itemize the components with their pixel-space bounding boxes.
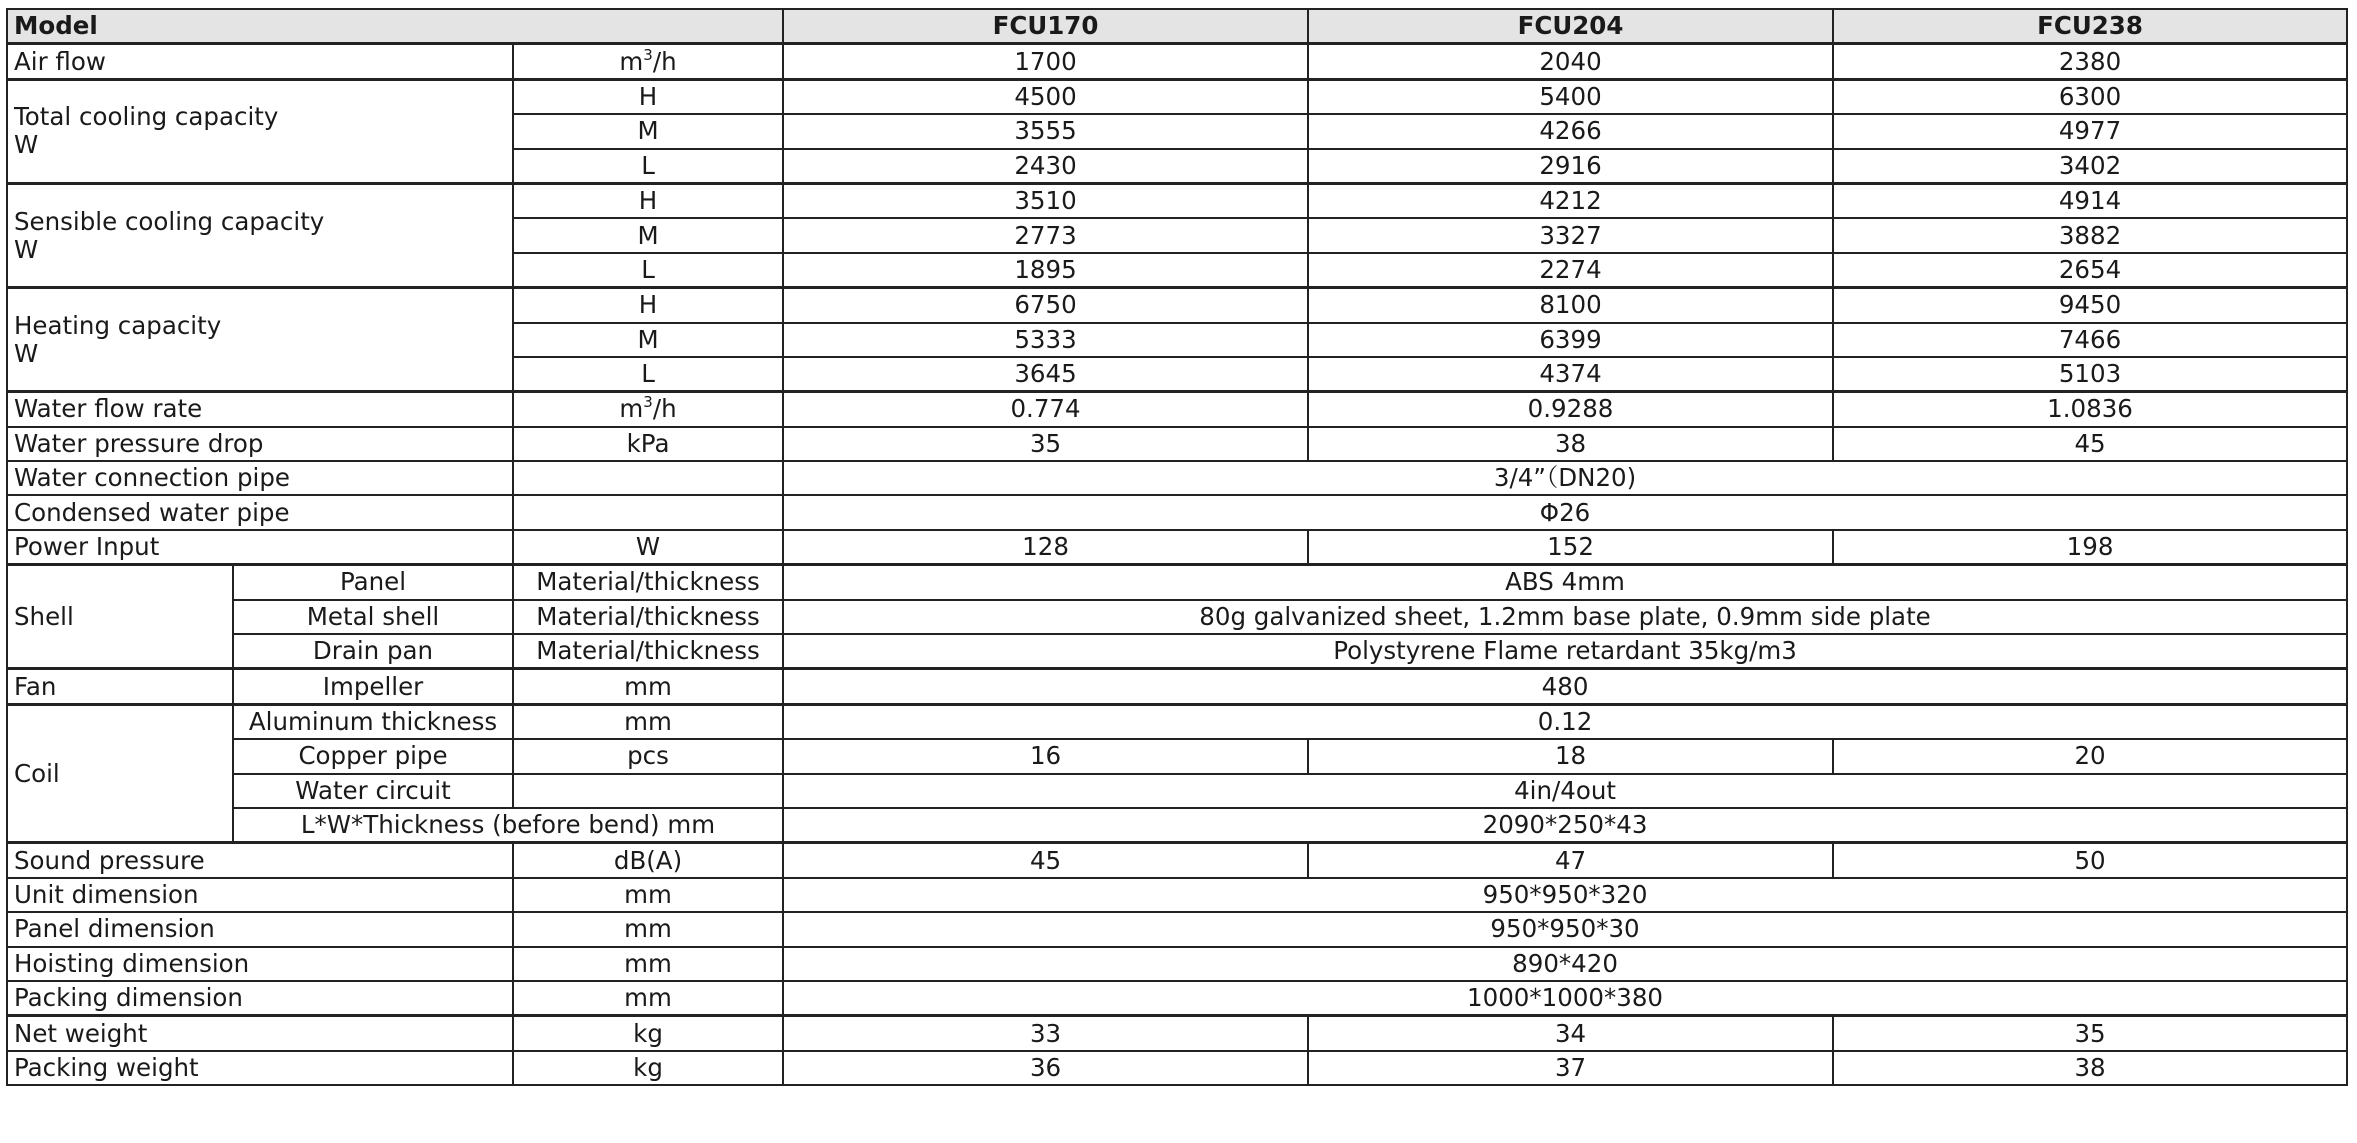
- value-cell: 5400: [1308, 79, 1833, 114]
- value-cell: 6399: [1308, 323, 1833, 357]
- value-cell: 4374: [1308, 357, 1833, 392]
- value-cell: 0.9288: [1308, 392, 1833, 427]
- value-cell: 3327: [1308, 218, 1833, 252]
- speed-cell: L: [513, 149, 783, 184]
- power-input-row: [7, 530, 2347, 565]
- condensed-pipe-row: [7, 495, 2347, 529]
- value-cell: 34: [1308, 1016, 1833, 1051]
- unit-cell: mm: [513, 912, 783, 946]
- value-cell: 16: [783, 739, 1308, 773]
- speed-cell: L: [513, 357, 783, 392]
- value-cell: 2430: [783, 149, 1308, 184]
- speed-cell: H: [513, 79, 783, 114]
- row-label: Packing weight: [7, 1051, 513, 1085]
- shell-label: Shell: [7, 565, 233, 669]
- fan-label: Fan: [7, 669, 233, 704]
- value-cell: 3402: [1833, 149, 2347, 184]
- model-fcu170: FCU170: [783, 9, 1308, 44]
- value-cell: 6300: [1833, 79, 2347, 114]
- water-pressure-row: [7, 427, 2347, 461]
- value-cell: 2380: [1833, 44, 2347, 79]
- value-cell: 2916: [1308, 149, 1833, 184]
- sub-label: L*W*Thickness (before bend) mm: [233, 808, 783, 843]
- coil-water-circuit-row: [7, 774, 2347, 808]
- total-cooling-row-h: [7, 79, 2347, 114]
- sub-label: Aluminum thickness: [233, 704, 513, 739]
- value-cell: 37: [1308, 1051, 1833, 1085]
- speed-cell: M: [513, 114, 783, 148]
- total-cooling-label: Total cooling capacity W: [7, 79, 513, 183]
- value-cell: 3510: [783, 183, 1308, 218]
- sub-label: Copper pipe: [233, 739, 513, 773]
- net-weight-row: [7, 1016, 2347, 1051]
- unit-cell: Material/thickness: [513, 634, 783, 669]
- shell-metal-row: [7, 600, 2347, 634]
- value-cell: 2654: [1833, 253, 2347, 288]
- speed-cell: M: [513, 323, 783, 357]
- water-connection-row: [7, 461, 2347, 495]
- unit-cell: [513, 774, 783, 808]
- value-cell: 4in/4out: [783, 774, 2347, 808]
- value-cell: 2773: [783, 218, 1308, 252]
- value-cell: 35: [1833, 1016, 2347, 1051]
- value-cell: 6750: [783, 288, 1308, 323]
- value-cell: 950*950*320: [783, 878, 2347, 912]
- value-cell: 47: [1308, 843, 1833, 878]
- row-label: Water connection pipe: [7, 461, 513, 495]
- value-cell: 4266: [1308, 114, 1833, 148]
- unit-cell: mm: [513, 947, 783, 981]
- value-cell: 128: [783, 530, 1308, 565]
- row-label: Net weight: [7, 1016, 513, 1051]
- speed-cell: H: [513, 183, 783, 218]
- sub-label: Impeller: [233, 669, 513, 704]
- value-cell: ABS 4mm: [783, 565, 2347, 600]
- shell-panel-row: [7, 565, 2347, 600]
- value-cell: Φ26: [783, 495, 2347, 529]
- value-cell: 3555: [783, 114, 1308, 148]
- unit-cell: mm: [513, 981, 783, 1016]
- unit-cell: mm: [513, 704, 783, 739]
- water-flow-row: [7, 392, 2347, 427]
- value-cell: 35: [783, 427, 1308, 461]
- model-fcu238: FCU238: [1833, 9, 2347, 44]
- row-label: Panel dimension: [7, 912, 513, 946]
- unit-cell: mm: [513, 669, 783, 704]
- speed-cell: L: [513, 253, 783, 288]
- row-label: Unit dimension: [7, 878, 513, 912]
- value-cell: 80g galvanized sheet, 1.2mm base plate, 0.9mm side plate: [783, 600, 2347, 634]
- sound-pressure-row: [7, 843, 2347, 878]
- model-label: Model: [7, 9, 783, 44]
- value-cell: 950*950*30: [783, 912, 2347, 946]
- specification-table: [6, 8, 2348, 1086]
- value-cell: 152: [1308, 530, 1833, 565]
- value-cell: 18: [1308, 739, 1833, 773]
- row-label: Packing dimension: [7, 981, 513, 1016]
- unit-cell: kg: [513, 1016, 783, 1051]
- row-label: Water pressure drop: [7, 427, 513, 461]
- value-cell: 7466: [1833, 323, 2347, 357]
- row-label: Power Input: [7, 530, 513, 565]
- value-cell: 5333: [783, 323, 1308, 357]
- unit-dimension-row: [7, 878, 2347, 912]
- unit-cell: kg: [513, 1051, 783, 1085]
- value-cell: 33: [783, 1016, 1308, 1051]
- heating-label: Heating capacity W: [7, 288, 513, 392]
- value-cell: 2040: [1308, 44, 1833, 79]
- row-label: Water flow rate: [7, 392, 513, 427]
- packing-dimension-row: [7, 981, 2347, 1016]
- value-cell: 50: [1833, 843, 2347, 878]
- unit-cell: pcs: [513, 739, 783, 773]
- value-cell: 36: [783, 1051, 1308, 1085]
- sensible-cooling-row-h: [7, 183, 2347, 218]
- model-fcu204: FCU204: [1308, 9, 1833, 44]
- unit-cell: $m^3/h$: [513, 392, 783, 427]
- value-cell: 1000*1000*380: [783, 981, 2347, 1016]
- coil-label: Coil: [7, 704, 233, 843]
- value-cell: 480: [783, 669, 2347, 704]
- value-cell: 0.12: [783, 704, 2347, 739]
- coil-copper-row: [7, 739, 2347, 773]
- value-cell: 1700: [783, 44, 1308, 79]
- unit-cell: Material/thickness: [513, 565, 783, 600]
- value-cell: Polystyrene Flame retardant 35kg/m3: [783, 634, 2347, 669]
- shell-drain-row: [7, 634, 2347, 669]
- row-label: Air flow: [7, 44, 513, 79]
- unit-cell: kPa: [513, 427, 783, 461]
- value-cell: 45: [783, 843, 1308, 878]
- row-label: Condensed water pipe: [7, 495, 513, 529]
- value-cell: 2274: [1308, 253, 1833, 288]
- value-cell: 38: [1308, 427, 1833, 461]
- coil-dimension-row: [7, 808, 2347, 843]
- row-label: Sound pressure: [7, 843, 513, 878]
- sub-label: Drain pan: [233, 634, 513, 669]
- value-cell: 3645: [783, 357, 1308, 392]
- unit-cell: Material/thickness: [513, 600, 783, 634]
- panel-dimension-row: [7, 912, 2347, 946]
- value-cell: 1.0836: [1833, 392, 2347, 427]
- value-cell: 198: [1833, 530, 2347, 565]
- value-cell: 9450: [1833, 288, 2347, 323]
- packing-weight-row: [7, 1051, 2347, 1085]
- hoisting-dimension-row: [7, 947, 2347, 981]
- value-cell: 2090*250*43: [783, 808, 2347, 843]
- unit-cell: [513, 495, 783, 529]
- value-cell: 4500: [783, 79, 1308, 114]
- unit-cell: dB(A): [513, 843, 783, 878]
- sensible-cooling-label: Sensible cooling capacity W: [7, 183, 513, 287]
- row-label: Hoisting dimension: [7, 947, 513, 981]
- unit-cell: [513, 461, 783, 495]
- sub-label: Water circuit: [233, 774, 513, 808]
- value-cell: 4977: [1833, 114, 2347, 148]
- value-cell: 0.774: [783, 392, 1308, 427]
- heating-row-h: [7, 288, 2347, 323]
- unit-cell: $m^3/h$: [513, 44, 783, 79]
- value-cell: 38: [1833, 1051, 2347, 1085]
- sub-label: Metal shell: [233, 600, 513, 634]
- value-cell: 3882: [1833, 218, 2347, 252]
- value-cell: 5103: [1833, 357, 2347, 392]
- value-cell: 1895: [783, 253, 1308, 288]
- value-cell: 8100: [1308, 288, 1833, 323]
- air-flow-row: [7, 44, 2347, 79]
- value-cell: 4212: [1308, 183, 1833, 218]
- unit-cell: mm: [513, 878, 783, 912]
- value-cell: 4914: [1833, 183, 2347, 218]
- speed-cell: M: [513, 218, 783, 252]
- value-cell: 45: [1833, 427, 2347, 461]
- sub-label: Panel: [233, 565, 513, 600]
- speed-cell: H: [513, 288, 783, 323]
- unit-cell: W: [513, 530, 783, 565]
- fan-row: [7, 669, 2347, 704]
- value-cell: 3/4”（DN20): [783, 461, 2347, 495]
- value-cell: 890*420: [783, 947, 2347, 981]
- header-row: [7, 9, 2347, 44]
- value-cell: 20: [1833, 739, 2347, 773]
- coil-aluminum-row: [7, 704, 2347, 739]
